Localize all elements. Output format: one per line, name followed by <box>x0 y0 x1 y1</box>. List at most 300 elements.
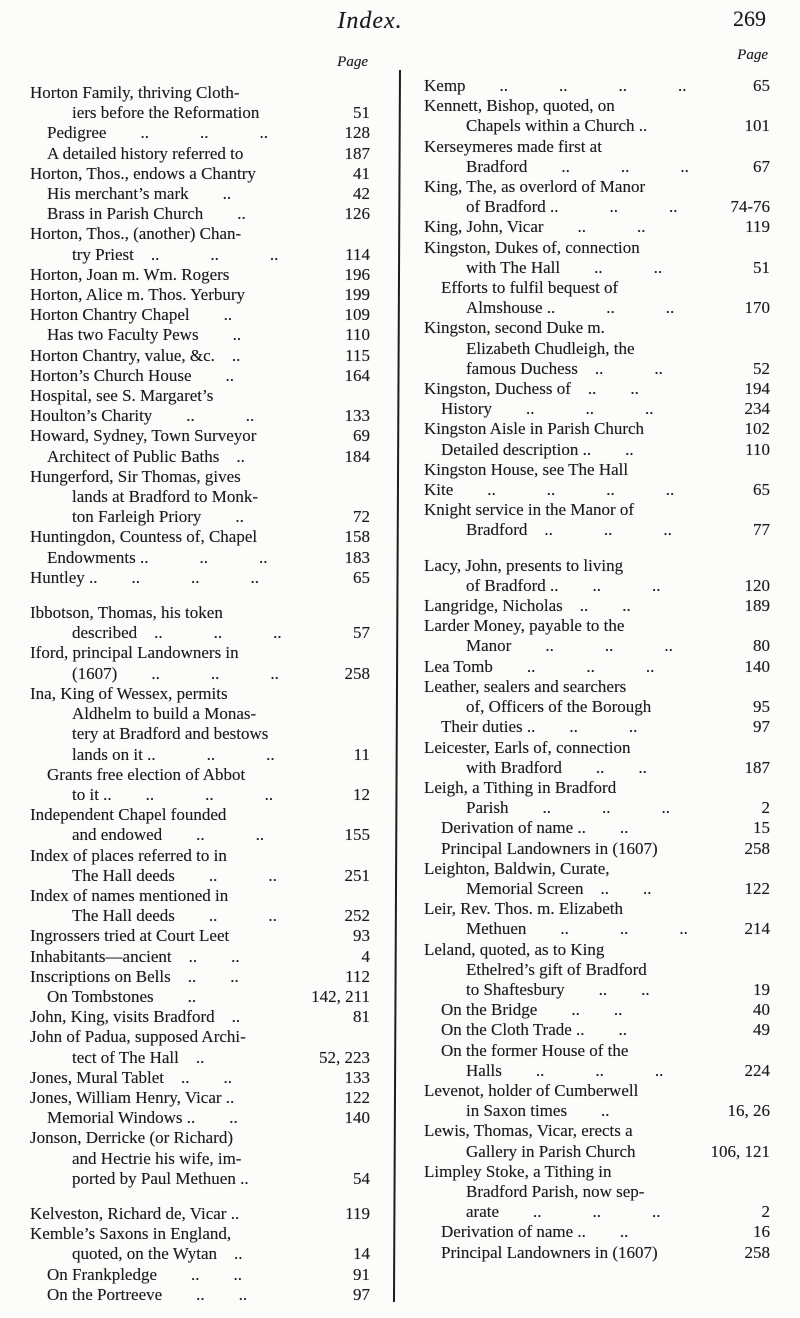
entry-text: Jones, William Henry, Vicar .. <box>30 1087 235 1107</box>
entry-text: Manor .. .. .. <box>466 636 673 656</box>
entry-page-num: 110 <box>345 325 370 345</box>
index-line <box>30 987 370 1007</box>
entry-text: Horton Chantry Chapel .. <box>30 305 233 325</box>
index-line <box>424 1121 770 1141</box>
entry-page-num: 101 <box>744 116 770 136</box>
index-column-left <box>30 54 370 1305</box>
index-line <box>424 899 770 919</box>
index-line <box>424 1222 770 1242</box>
entry-page-num: 115 <box>345 345 370 365</box>
entry-page-num: 40 <box>753 1000 770 1020</box>
entry-text: Ingrossers tried at Court Leet <box>30 926 230 946</box>
index-line <box>30 1265 370 1285</box>
entry-page-num: 14 <box>353 1244 370 1264</box>
entry-text: Houlton’s Charity .. .. <box>30 406 255 426</box>
entry-page-num: 77 <box>753 520 770 540</box>
entry-text: On Frankpledge .. .. <box>47 1264 243 1284</box>
entry-text: Iford, principal Landowners in <box>30 643 239 663</box>
index-line <box>424 1243 770 1263</box>
entry-page-num: 128 <box>344 123 370 143</box>
index-line <box>30 967 370 987</box>
index-line <box>30 285 370 305</box>
index-line <box>424 177 770 197</box>
entry-text: of Bradford .. .. .. <box>466 197 678 217</box>
entry-page-num: 120 <box>744 575 770 595</box>
entry-text: Kemble’s Saxons in England, <box>30 1224 232 1244</box>
index-line <box>424 596 770 616</box>
entry-page-num: 15 <box>753 818 770 838</box>
index-line <box>424 480 770 500</box>
entry-text: Derivation of name .. .. <box>441 818 629 838</box>
index-line <box>30 906 370 926</box>
entry-text: On the Portreeve .. .. <box>47 1284 248 1304</box>
entry-text: described .. .. .. <box>72 623 282 643</box>
entry-text: On the former House of the <box>441 1040 629 1060</box>
page-number: 269 <box>733 6 766 31</box>
index-line <box>30 1068 370 1088</box>
entry-text: Kite .. .. .. .. <box>424 480 675 500</box>
entry-text: Langridge, Nicholas .. .. <box>424 596 631 616</box>
index-line <box>30 846 370 866</box>
entry-page-num: 110 <box>745 439 770 459</box>
entry-page-num: 65 <box>353 567 370 587</box>
entry-page-num: 258 <box>744 838 770 858</box>
entry-text: Kingston, second Duke m. <box>424 318 605 338</box>
entry-text: Howard, Sydney, Town Surveyor <box>30 426 257 446</box>
entry-text: Leicester, Earls of, connection <box>424 737 631 757</box>
entry-page-num: 97 <box>753 717 770 737</box>
entry-text: Huntingdon, Countess of, Chapel <box>30 527 258 547</box>
entry-page-num: 122 <box>744 878 770 898</box>
entry-page-num: 2 <box>761 798 770 818</box>
entry-page-num: 184 <box>344 446 370 466</box>
entry-text: Hungerford, Sir Thomas, gives <box>30 466 241 486</box>
index-line <box>30 487 370 507</box>
index-line <box>30 1088 370 1108</box>
entry-text: with The Hall .. .. <box>466 257 663 277</box>
entry-text: The Hall deeds .. .. <box>72 865 277 885</box>
entry-text: Jones, Mural Tablet .. .. <box>30 1067 232 1087</box>
entry-text: Independent Chapel founded <box>30 805 227 825</box>
index-line <box>30 684 370 704</box>
index-line <box>424 697 770 717</box>
index-line <box>424 616 770 636</box>
index-column-right <box>424 47 770 1263</box>
index-line <box>30 623 370 643</box>
index-line <box>30 406 370 426</box>
index-line <box>30 83 370 103</box>
entry-page-num: 199 <box>344 285 370 305</box>
entry-page-num: 187 <box>344 143 370 163</box>
entry-page-num: 65 <box>753 480 770 500</box>
index-line <box>424 879 770 899</box>
index-line <box>30 103 370 123</box>
index-line <box>30 204 370 224</box>
entry-page-num: 214 <box>744 919 770 939</box>
index-line <box>424 76 770 96</box>
index-line <box>30 1128 370 1148</box>
index-entries-right <box>424 76 770 1263</box>
index-line <box>424 1162 770 1182</box>
entry-text: ported by Paul Methuen .. <box>72 1168 249 1188</box>
entry-text: Halls .. .. .. <box>466 1060 664 1080</box>
index-line <box>30 265 370 285</box>
entry-text: of, Officers of the Borough <box>466 697 652 717</box>
entry-text: Kingston Aisle in Parish Church <box>424 419 645 439</box>
entry-text: Endowments .. .. .. <box>47 547 268 567</box>
index-line <box>424 798 770 818</box>
index-line <box>30 926 370 946</box>
entry-text: lands at Bradford to Monk- <box>72 487 259 507</box>
index-line <box>424 440 770 460</box>
index-line <box>424 278 770 298</box>
entry-page-num: 11 <box>353 744 370 764</box>
entry-page-num: 72 <box>353 507 370 527</box>
entry-text: Inscriptions on Bells .. .. <box>30 966 239 986</box>
entry-text: famous Duchess .. .. <box>466 358 663 378</box>
entry-text: Index of names mentioned in <box>30 885 229 905</box>
index-line <box>30 1108 370 1128</box>
entry-text: Methuen .. .. .. <box>466 919 688 939</box>
entry-page-num: 51 <box>353 103 370 123</box>
entry-page-num: 57 <box>353 623 370 643</box>
index-line <box>424 919 770 939</box>
entry-text: Ina, King of Wessex, permits <box>30 683 228 703</box>
entry-text: Grants free election of Abbot <box>47 764 246 784</box>
entry-page-num: 52 <box>753 358 770 378</box>
entry-text: The Hall deeds .. .. <box>72 906 277 926</box>
entry-text: Bradford .. .. .. <box>466 156 689 176</box>
index-line <box>424 298 770 318</box>
page-title: Index. <box>337 8 403 34</box>
entry-text: Architect of Public Baths .. <box>47 446 245 466</box>
entry-page-num: 81 <box>353 1007 370 1027</box>
entry-text: tect of The Hall .. <box>72 1047 205 1067</box>
entry-text: A detailed history referred to <box>47 143 244 163</box>
index-line <box>30 527 370 547</box>
index-line <box>424 636 770 656</box>
index-line <box>30 144 370 164</box>
entry-page-num: 74-76 <box>730 197 770 217</box>
entry-text: John, King, visits Bradford .. <box>30 1007 241 1027</box>
entry-text: to Shaftesbury .. .. <box>466 979 650 999</box>
index-line <box>30 507 370 527</box>
entry-text: Ibbotson, Thomas, his token <box>30 603 223 623</box>
entry-page-num: 183 <box>344 547 370 567</box>
index-line <box>30 346 370 366</box>
entry-text: to it .. .. .. .. <box>72 784 274 804</box>
index-line <box>30 1007 370 1027</box>
index-line <box>30 568 370 588</box>
index-line <box>424 1202 770 1222</box>
entry-text: Ethelred’s gift of Bradford <box>466 959 647 979</box>
index-line <box>30 386 370 406</box>
entry-text: Leir, Rev. Thos. m. Elizabeth <box>424 899 624 919</box>
index-line <box>424 1020 770 1040</box>
index-line <box>30 1169 370 1189</box>
index-line <box>30 325 370 345</box>
entry-page-num: 42 <box>353 184 370 204</box>
entry-text: and Hectrie his wife, im- <box>72 1148 242 1168</box>
index-line <box>424 778 770 798</box>
entry-page-num: 224 <box>744 1060 770 1080</box>
index-line <box>424 717 770 737</box>
entry-text: Lacy, John, presents to living <box>424 555 624 575</box>
entry-page-num: 102 <box>744 419 770 439</box>
entry-text: Leland, quoted, as to King <box>424 939 605 959</box>
entry-page-num: 142, 211 <box>311 986 370 1006</box>
entry-text: tery at Bradford and bestows <box>72 724 269 744</box>
entry-page-num: 119 <box>745 217 770 237</box>
entry-page-num: 97 <box>353 1284 370 1304</box>
entry-text: Knight service in the Manor of <box>424 500 635 520</box>
entry-text: Kingston, Dukes of, connection <box>424 237 640 257</box>
entry-text: iers before the Reformation <box>72 103 260 123</box>
index-line <box>424 217 770 237</box>
index-line <box>424 1061 770 1081</box>
index-line <box>30 467 370 487</box>
entry-text: Larder Money, payable to the <box>424 616 625 636</box>
index-line <box>424 460 770 480</box>
index-line <box>30 224 370 244</box>
entry-text: Bradford Parish, now sep- <box>466 1181 645 1201</box>
entry-page-num: 114 <box>345 244 370 264</box>
index-line <box>30 704 370 724</box>
index-line <box>424 258 770 278</box>
column-divider <box>393 70 401 1302</box>
entry-page-num: 189 <box>744 596 770 616</box>
index-line <box>424 1142 770 1162</box>
entry-text: Gallery in Parish Church <box>466 1141 636 1161</box>
entry-page-num: 140 <box>744 656 770 676</box>
entry-page-num: 95 <box>753 697 770 717</box>
index-line <box>30 548 370 568</box>
entry-text: lands on it .. .. .. <box>72 744 275 764</box>
index-line <box>424 359 770 379</box>
index-line <box>424 137 770 157</box>
entry-page-num: 155 <box>344 825 370 845</box>
index-line <box>424 318 770 338</box>
index-line <box>30 1048 370 1068</box>
index-line <box>424 339 770 359</box>
index-line <box>30 724 370 744</box>
entry-text: in Saxon times .. <box>466 1101 610 1121</box>
entry-text: with Bradford .. .. <box>466 757 647 777</box>
index-line <box>30 1149 370 1169</box>
index-line <box>424 419 770 439</box>
entry-text: of Bradford .. .. .. <box>466 575 661 595</box>
index-line <box>424 818 770 838</box>
index-line <box>424 1101 770 1121</box>
entry-page-num: 258 <box>744 1242 770 1262</box>
index-entries-left <box>30 83 370 1305</box>
entry-text: Elizabeth Chudleigh, the <box>466 338 635 358</box>
index-line <box>424 940 770 960</box>
index-line <box>30 366 370 386</box>
entry-page-num: 170 <box>744 298 770 318</box>
entry-text: Chapels within a Church .. <box>466 116 648 136</box>
index-line <box>424 556 770 576</box>
entry-text: and endowed .. .. <box>72 825 265 845</box>
index-line <box>30 123 370 143</box>
index-line <box>30 1285 370 1305</box>
entry-text: Leighton, Baldwin, Curate, <box>424 858 610 878</box>
index-line <box>424 839 770 859</box>
entry-text: Lea Tomb .. .. .. <box>424 656 655 676</box>
entry-text: Limpley Stoke, a Tithing in <box>424 1161 612 1181</box>
entry-text: Has two Faculty Pews .. <box>47 325 242 345</box>
index-line <box>30 765 370 785</box>
entry-page-num: 93 <box>353 926 370 946</box>
entry-text: Detailed description .. .. <box>441 439 634 459</box>
index-line <box>30 1224 370 1244</box>
entry-text: Memorial Screen .. .. <box>466 878 652 898</box>
entry-text: Huntley .. .. .. .. <box>30 567 260 587</box>
entry-page-num: 54 <box>353 1168 370 1188</box>
entry-page-num: 112 <box>345 966 370 986</box>
index-line <box>30 305 370 325</box>
entry-page-num: 133 <box>344 1067 370 1087</box>
entry-text: Kingston, Duchess of .. .. <box>424 379 639 399</box>
index-line <box>30 184 370 204</box>
entry-text: Derivation of name .. .. <box>441 1222 629 1242</box>
entry-text: Principal Landowners in (1607) <box>441 838 658 858</box>
index-line <box>424 96 770 116</box>
entry-text: Leigh, a Tithing in Bradford <box>424 777 617 797</box>
column-header-page-left: Page <box>337 54 368 70</box>
entry-text: arate .. .. .. <box>466 1202 661 1222</box>
index-line <box>30 164 370 184</box>
entry-text: His merchant’s mark .. <box>47 184 232 204</box>
entry-text: Horton, Alice m. Thos. Yerbury <box>30 285 246 305</box>
entry-text: History .. .. .. <box>441 399 654 419</box>
entry-text: Horton, Thos., endows a Chantry <box>30 163 256 183</box>
entry-text: Inhabitants—ancient .. .. <box>30 946 240 966</box>
entry-text: Kingston House, see The Hall <box>424 459 629 479</box>
index-line <box>424 116 770 136</box>
index-line <box>424 859 770 879</box>
entry-page-num: 49 <box>753 1020 770 1040</box>
index-line <box>30 447 370 467</box>
index-line <box>424 657 770 677</box>
entry-text: Efforts to fulfil bequest of <box>441 278 619 298</box>
entry-page-num: 164 <box>344 365 370 385</box>
index-line <box>424 738 770 758</box>
entry-text: Index of places referred to in <box>30 845 227 865</box>
entry-page-num: 80 <box>753 636 770 656</box>
index-line <box>30 1204 370 1224</box>
index-line <box>424 576 770 596</box>
entry-text: ton Farleigh Priory .. <box>72 507 244 527</box>
entry-text: Parish .. .. .. <box>466 798 670 818</box>
entry-text: (1607) .. .. .. <box>72 663 279 683</box>
entry-text: Horton, Thos., (another) Chan- <box>30 224 242 244</box>
entry-page-num: 122 <box>344 1087 370 1107</box>
index-line <box>30 603 370 623</box>
entry-text: Pedigree .. .. .. <box>47 123 268 143</box>
entry-text: Principal Landowners in (1607) <box>441 1242 658 1262</box>
entry-text: Kerseymeres made first at <box>424 136 602 156</box>
entry-page-num: 251 <box>344 865 370 885</box>
entry-page-num: 252 <box>344 906 370 926</box>
index-line <box>30 745 370 765</box>
entry-text: Almshouse .. .. .. <box>466 298 675 318</box>
entry-text: On the Bridge .. .. <box>441 1000 623 1020</box>
entry-text: John of Padua, supposed Archi- <box>30 1027 246 1047</box>
entry-page-num: 12 <box>353 784 370 804</box>
entry-page-num: 69 <box>353 426 370 446</box>
index-line <box>424 500 770 520</box>
entry-page-num: 126 <box>344 204 370 224</box>
entry-text: Hospital, see S. Margaret’s <box>30 386 214 406</box>
index-line <box>424 980 770 1000</box>
entry-page-num: 51 <box>753 257 770 277</box>
entry-text: King, The, as overlord of Manor <box>424 177 646 197</box>
entry-page-num: 187 <box>744 757 770 777</box>
entry-text: Horton’s Church House .. <box>30 365 234 385</box>
entry-text: Leather, sealers and searchers <box>424 676 627 696</box>
entry-page-num: 158 <box>344 527 370 547</box>
index-line <box>424 677 770 697</box>
index-line <box>424 1041 770 1061</box>
entry-page-num: 194 <box>744 379 770 399</box>
entry-page-num: 67 <box>753 156 770 176</box>
index-line <box>424 157 770 177</box>
entry-page-num: 258 <box>344 663 370 683</box>
index-line <box>424 758 770 778</box>
index-line <box>424 520 770 540</box>
entry-page-num: 52, 223 <box>319 1047 370 1067</box>
index-line <box>424 960 770 980</box>
entry-page-num: 109 <box>344 305 370 325</box>
entry-page-num: 133 <box>344 406 370 426</box>
index-line <box>30 245 370 265</box>
entry-text: Horton Family, thriving Cloth- <box>30 83 240 102</box>
entry-page-num: 234 <box>744 399 770 419</box>
entry-text: Their duties .. .. .. <box>441 717 638 737</box>
entry-text: Jonson, Derricke (or Richard) <box>30 1128 233 1148</box>
index-line <box>30 886 370 906</box>
index-line <box>424 1182 770 1202</box>
entry-text: Brass in Parish Church .. <box>47 204 246 224</box>
entry-text: King, John, Vicar .. .. <box>424 217 646 237</box>
entry-text: On Tombstones .. <box>47 986 197 1006</box>
index-line <box>424 399 770 419</box>
index-line <box>424 1081 770 1101</box>
entry-page-num: 196 <box>344 264 370 284</box>
entry-text: Kelveston, Richard de, Vicar .. <box>30 1203 240 1223</box>
index-line <box>30 866 370 886</box>
entry-page-num: 19 <box>753 979 770 999</box>
index-line <box>30 825 370 845</box>
index-line <box>30 1244 370 1264</box>
index-line <box>30 643 370 663</box>
entry-text: Memorial Windows .. .. <box>47 1108 238 1128</box>
entry-page-num: 65 <box>753 76 770 95</box>
entry-page-num: 119 <box>345 1203 370 1223</box>
entry-text: Horton, Joan m. Wm. Rogers <box>30 264 230 284</box>
entry-text: On the Cloth Trade .. .. <box>441 1020 628 1040</box>
index-line <box>424 379 770 399</box>
index-line <box>424 238 770 258</box>
entry-page-num: 91 <box>353 1264 370 1284</box>
entry-page-num: 16 <box>753 1222 770 1242</box>
entry-page-num: 2 <box>761 1202 770 1222</box>
index-line <box>30 426 370 446</box>
entry-page-num: 140 <box>344 1108 370 1128</box>
entry-text: Lewis, Thomas, Vicar, erects a <box>424 1121 633 1141</box>
entry-text: Aldhelm to build a Monas- <box>72 704 257 724</box>
